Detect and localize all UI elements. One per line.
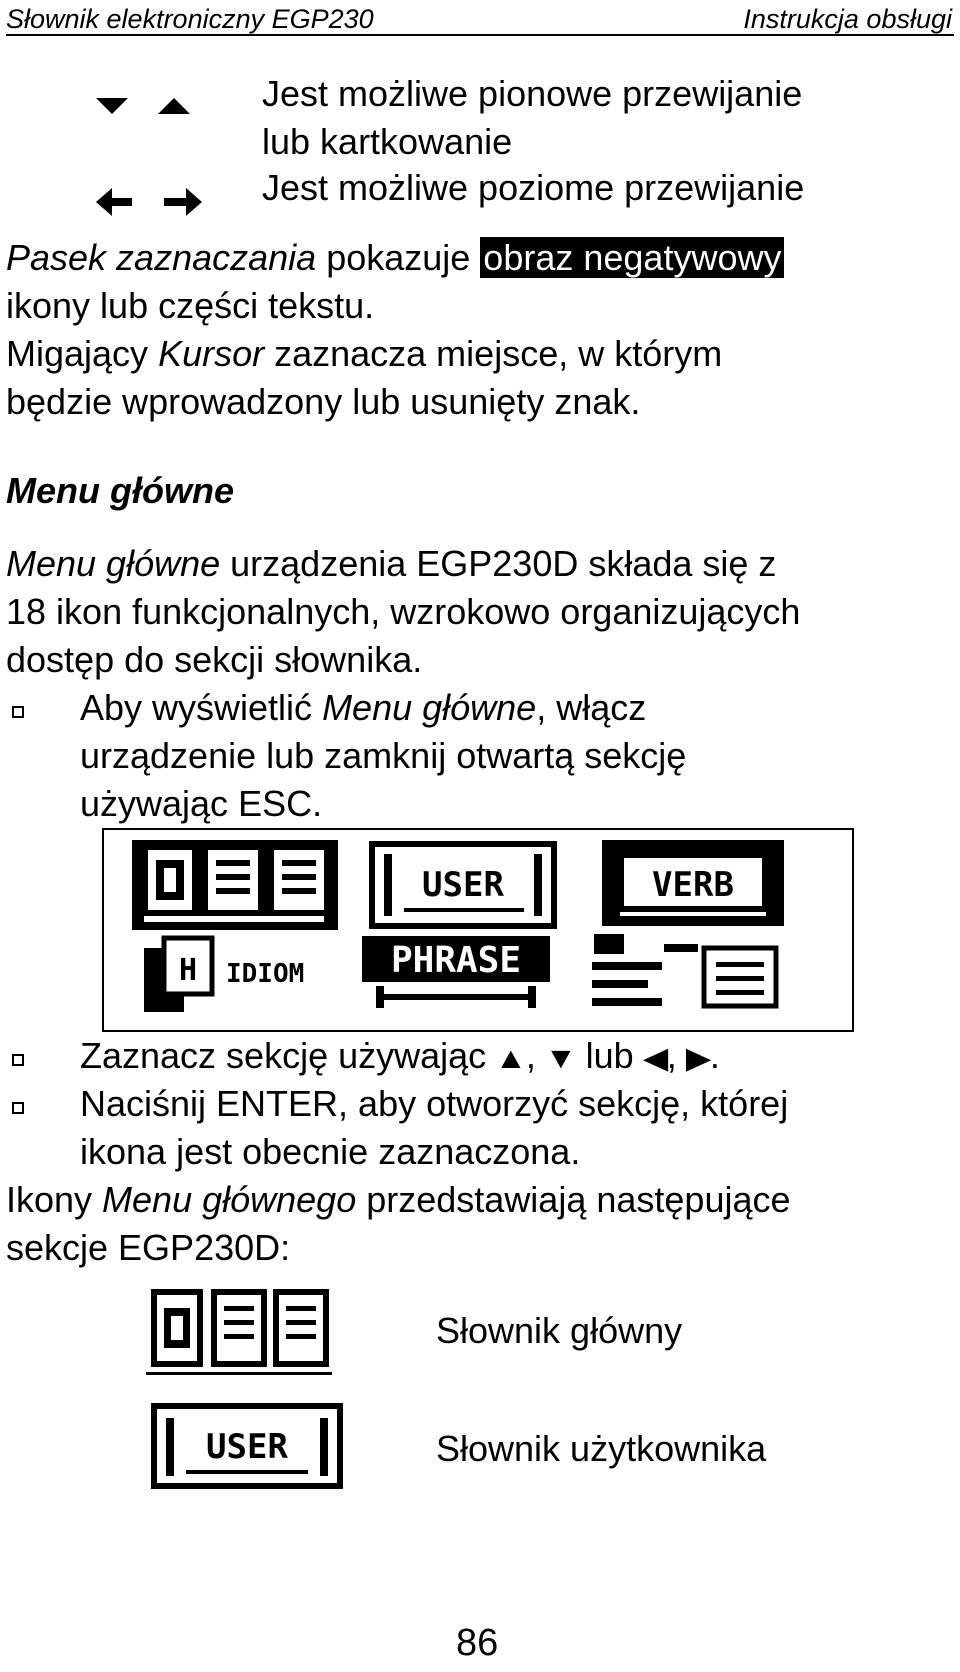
bullet-marker xyxy=(12,1054,24,1066)
intro-line2: 18 ikon funkcjonalnych, wzrokowo organizujących xyxy=(6,591,801,632)
horizontal-scroll-text: Jest możliwe poziome przewijanie xyxy=(262,167,805,208)
outro-text-b: przedstawiają następujące xyxy=(356,1179,791,1220)
user-dictionary-legend-icon xyxy=(150,1402,344,1490)
user-dictionary-icon xyxy=(372,844,554,926)
header-subtitle: Instrukcja obsługi xyxy=(743,4,952,34)
main-dictionary-icon xyxy=(132,840,338,930)
header-title: Słownik elektroniczny EGP230 xyxy=(6,4,374,34)
outro-text-a: Ikony xyxy=(6,1179,103,1220)
vertical-scroll-icons xyxy=(94,90,206,122)
verb-icon xyxy=(602,840,784,926)
outro-line1 xyxy=(6,1176,791,1224)
bullet1-line3: używając ESC. xyxy=(80,783,323,824)
bullet2-sep3: , xyxy=(666,1035,687,1076)
arrow-right-icon: ▶ xyxy=(685,1042,711,1075)
term-pasek: Pasek zaznaczania xyxy=(6,237,317,278)
bullet2-sep1: , xyxy=(525,1035,546,1076)
legend-label-user: Słownik użytkownika xyxy=(436,1428,767,1469)
phrase-icon xyxy=(362,936,550,1008)
legend-label-main: Słownik główny xyxy=(436,1310,683,1351)
bullet-marker xyxy=(12,1102,24,1114)
intro-text: urządzenia EGP230D składa się z xyxy=(220,543,777,584)
intro-line1 xyxy=(6,540,776,588)
idiom-icon-label: IDIOM xyxy=(226,959,305,989)
header-divider xyxy=(6,34,954,36)
phrase-icon-label: PHRASE xyxy=(390,940,522,981)
bullet3-line2: ikona jest obecnie zaznaczona. xyxy=(80,1131,581,1172)
main-dictionary-legend-icon xyxy=(146,1286,332,1378)
bullet1-line1 xyxy=(80,684,646,732)
para1-line1 xyxy=(6,234,784,282)
para1-text: pokazuje xyxy=(316,237,481,278)
arrow-left-icon xyxy=(96,188,132,216)
outro-line2: sekcje EGP230D: xyxy=(6,1227,291,1268)
horizontal-scroll-icons xyxy=(94,186,206,218)
para1-line4: będzie wprowadzony lub usunięty znak. xyxy=(6,381,641,422)
user-icon-label: USER xyxy=(422,865,504,905)
idiom-badge: H xyxy=(178,953,198,988)
bullet1-line2: urządzenie lub zamknij otwartą sekcję xyxy=(80,735,687,776)
bullet3-line1: Naciśnij ENTER, aby otworzyć sekcję, której xyxy=(80,1083,789,1124)
para1-text-a: Migający xyxy=(6,333,159,374)
bullet2-sep2: lub xyxy=(575,1035,644,1076)
bullet2-end: . xyxy=(709,1035,720,1076)
bullet1-text-b: , włącz xyxy=(536,687,647,728)
term-menu-glownego: Menu głównego xyxy=(102,1179,357,1220)
term-menu-glowne: Menu główne xyxy=(6,543,221,584)
page-number: 86 xyxy=(456,1622,499,1664)
bullet2-text: Zaznacz sekcję używając xyxy=(80,1035,497,1076)
para1-line2: ikony lub części tekstu. xyxy=(6,285,375,326)
bullet-marker xyxy=(12,706,24,718)
main-menu-icons xyxy=(104,830,852,1030)
vertical-scroll-text-2: lub kartkowanie xyxy=(262,121,513,162)
legend-user-icon-label: USER xyxy=(206,1427,288,1467)
speech-icon xyxy=(592,934,776,1006)
term-menu-glowne-2: Menu główne xyxy=(322,687,537,728)
verb-icon-label: VERB xyxy=(652,865,734,905)
bullet2-line xyxy=(80,1032,720,1083)
idiom-icon xyxy=(144,938,304,1012)
arrow-right-icon xyxy=(164,188,202,216)
arrow-down-icon xyxy=(96,98,128,114)
negative-highlight: obraz negatywowy xyxy=(480,237,784,278)
intro-line3: dostęp do sekcji słownika. xyxy=(6,639,423,680)
arrow-up-icon xyxy=(158,98,190,114)
main-menu-screen xyxy=(102,828,854,1032)
section-heading: Menu główne xyxy=(6,470,234,511)
arrow-left-icon: ◀ xyxy=(642,1042,668,1075)
arrow-up-icon: ▲ xyxy=(494,1042,528,1075)
term-kursor: Kursor xyxy=(158,333,265,374)
arrow-down-icon: ▼ xyxy=(544,1042,578,1075)
vertical-scroll-text-1: Jest możliwe pionowe przewijanie xyxy=(262,73,803,114)
para1-text-b: zaznacza miejsce, w którym xyxy=(264,333,723,374)
bullet1-text-a: Aby wyświetlić xyxy=(80,687,323,728)
para1-line3 xyxy=(6,330,722,378)
